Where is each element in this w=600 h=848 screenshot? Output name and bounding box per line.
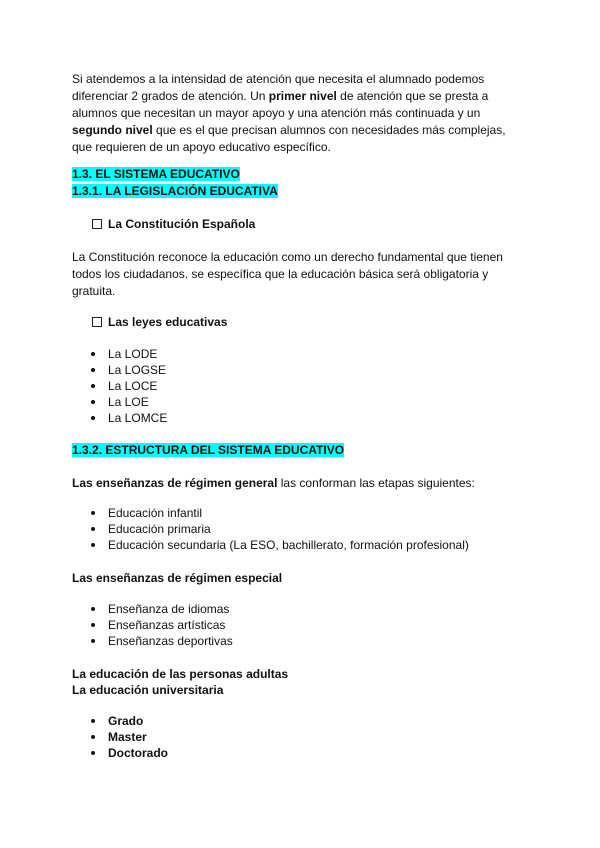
intro-text-6: que requieren de un apoyo educativo específico. bbox=[72, 140, 331, 154]
list-item: Enseñanza de idiomas bbox=[72, 601, 233, 617]
intro-line-3 bbox=[72, 105, 542, 122]
list-item: Educación primaria bbox=[72, 521, 469, 537]
intro-text-3: de atención que se presta a bbox=[336, 89, 489, 103]
intro-line-1 bbox=[72, 71, 542, 88]
general-bold-label: Las enseñanzas de régimen general bbox=[72, 476, 278, 490]
intro-segundo-nivel: segundo nivel bbox=[72, 123, 153, 137]
heading-1-3-2 bbox=[72, 442, 344, 458]
constitucion-line-1: La Constitución reconoce la educación como un derecho fundamental que tienen bbox=[72, 250, 503, 264]
list-item: Educación infantil bbox=[72, 505, 469, 521]
list-item: La LODE bbox=[72, 346, 167, 362]
constitucion-label: La Constitución Española bbox=[108, 217, 256, 231]
checkbox-icon bbox=[92, 219, 102, 229]
constitucion-line-2: todos los ciudadanos. se específica que la educación básica será obligatoria y bbox=[72, 267, 489, 281]
list-item: La LOGSE bbox=[72, 362, 167, 378]
intro-text-4: alumnos que necesitan un mayor apoyo y una atención más continuada y un bbox=[72, 106, 481, 120]
heading-1-3-text: 1.3. EL SISTEMA EDUCATIVO bbox=[72, 167, 240, 181]
general-rest-text: las conforman las etapas siguientes: bbox=[277, 476, 475, 490]
heading-1-3 bbox=[72, 166, 240, 182]
constitucion-paragraph bbox=[72, 249, 542, 300]
list-item: La LOMCE bbox=[72, 410, 167, 426]
checkbox-icon bbox=[92, 317, 102, 327]
general-list bbox=[72, 505, 469, 553]
list-item: Enseñanzas artísticas bbox=[72, 617, 233, 633]
leyes-checkbox-item bbox=[92, 315, 227, 329]
constitucion-line-3: gratuita. bbox=[72, 284, 116, 298]
list-item: Master bbox=[72, 729, 168, 745]
intro-line-4 bbox=[72, 122, 542, 139]
intro-text-1: Si atendemos a la intensidad de atención que necesita el alumnado podemos bbox=[72, 72, 485, 86]
adultos-label: La educación de las personas adultas bbox=[72, 667, 289, 681]
constitucion-checkbox-item bbox=[92, 217, 255, 231]
leyes-list bbox=[72, 346, 167, 426]
leyes-label: Las leyes educativas bbox=[108, 315, 228, 329]
intro-text-2: diferenciar 2 grados de atención. Un bbox=[72, 89, 269, 103]
list-item: La LOCE bbox=[72, 378, 167, 394]
especial-label: Las enseñanzas de régimen especial bbox=[72, 571, 283, 585]
intro-line-2 bbox=[72, 88, 542, 105]
list-item: Enseñanzas deportivas bbox=[72, 633, 233, 649]
general-paragraph bbox=[72, 475, 542, 492]
list-item: Doctorado bbox=[72, 745, 168, 761]
universitaria-label: La educación universitaria bbox=[72, 683, 224, 697]
list-item: Grado bbox=[72, 713, 168, 729]
intro-text-5: que es el que precisan alumnos con necesidades más complejas, bbox=[152, 123, 506, 137]
intro-line-5 bbox=[72, 139, 542, 156]
heading-1-3-1 bbox=[72, 183, 278, 199]
intro-paragraph bbox=[72, 71, 542, 156]
especial-list bbox=[72, 601, 233, 649]
heading-1-3-2-text: 1.3.2. ESTRUCTURA DEL SISTEMA EDUCATIVO bbox=[72, 443, 345, 457]
universitaria-list bbox=[72, 713, 168, 761]
list-item: Educación secundaria (La ESO, bachillerato, formación profesional) bbox=[72, 537, 469, 553]
list-item: La LOE bbox=[72, 394, 167, 410]
intro-primer-nivel: primer nivel bbox=[268, 89, 337, 103]
heading-1-3-1-text: 1.3.1. LA LEGISLACIÓN EDUCATIVA bbox=[72, 184, 278, 198]
